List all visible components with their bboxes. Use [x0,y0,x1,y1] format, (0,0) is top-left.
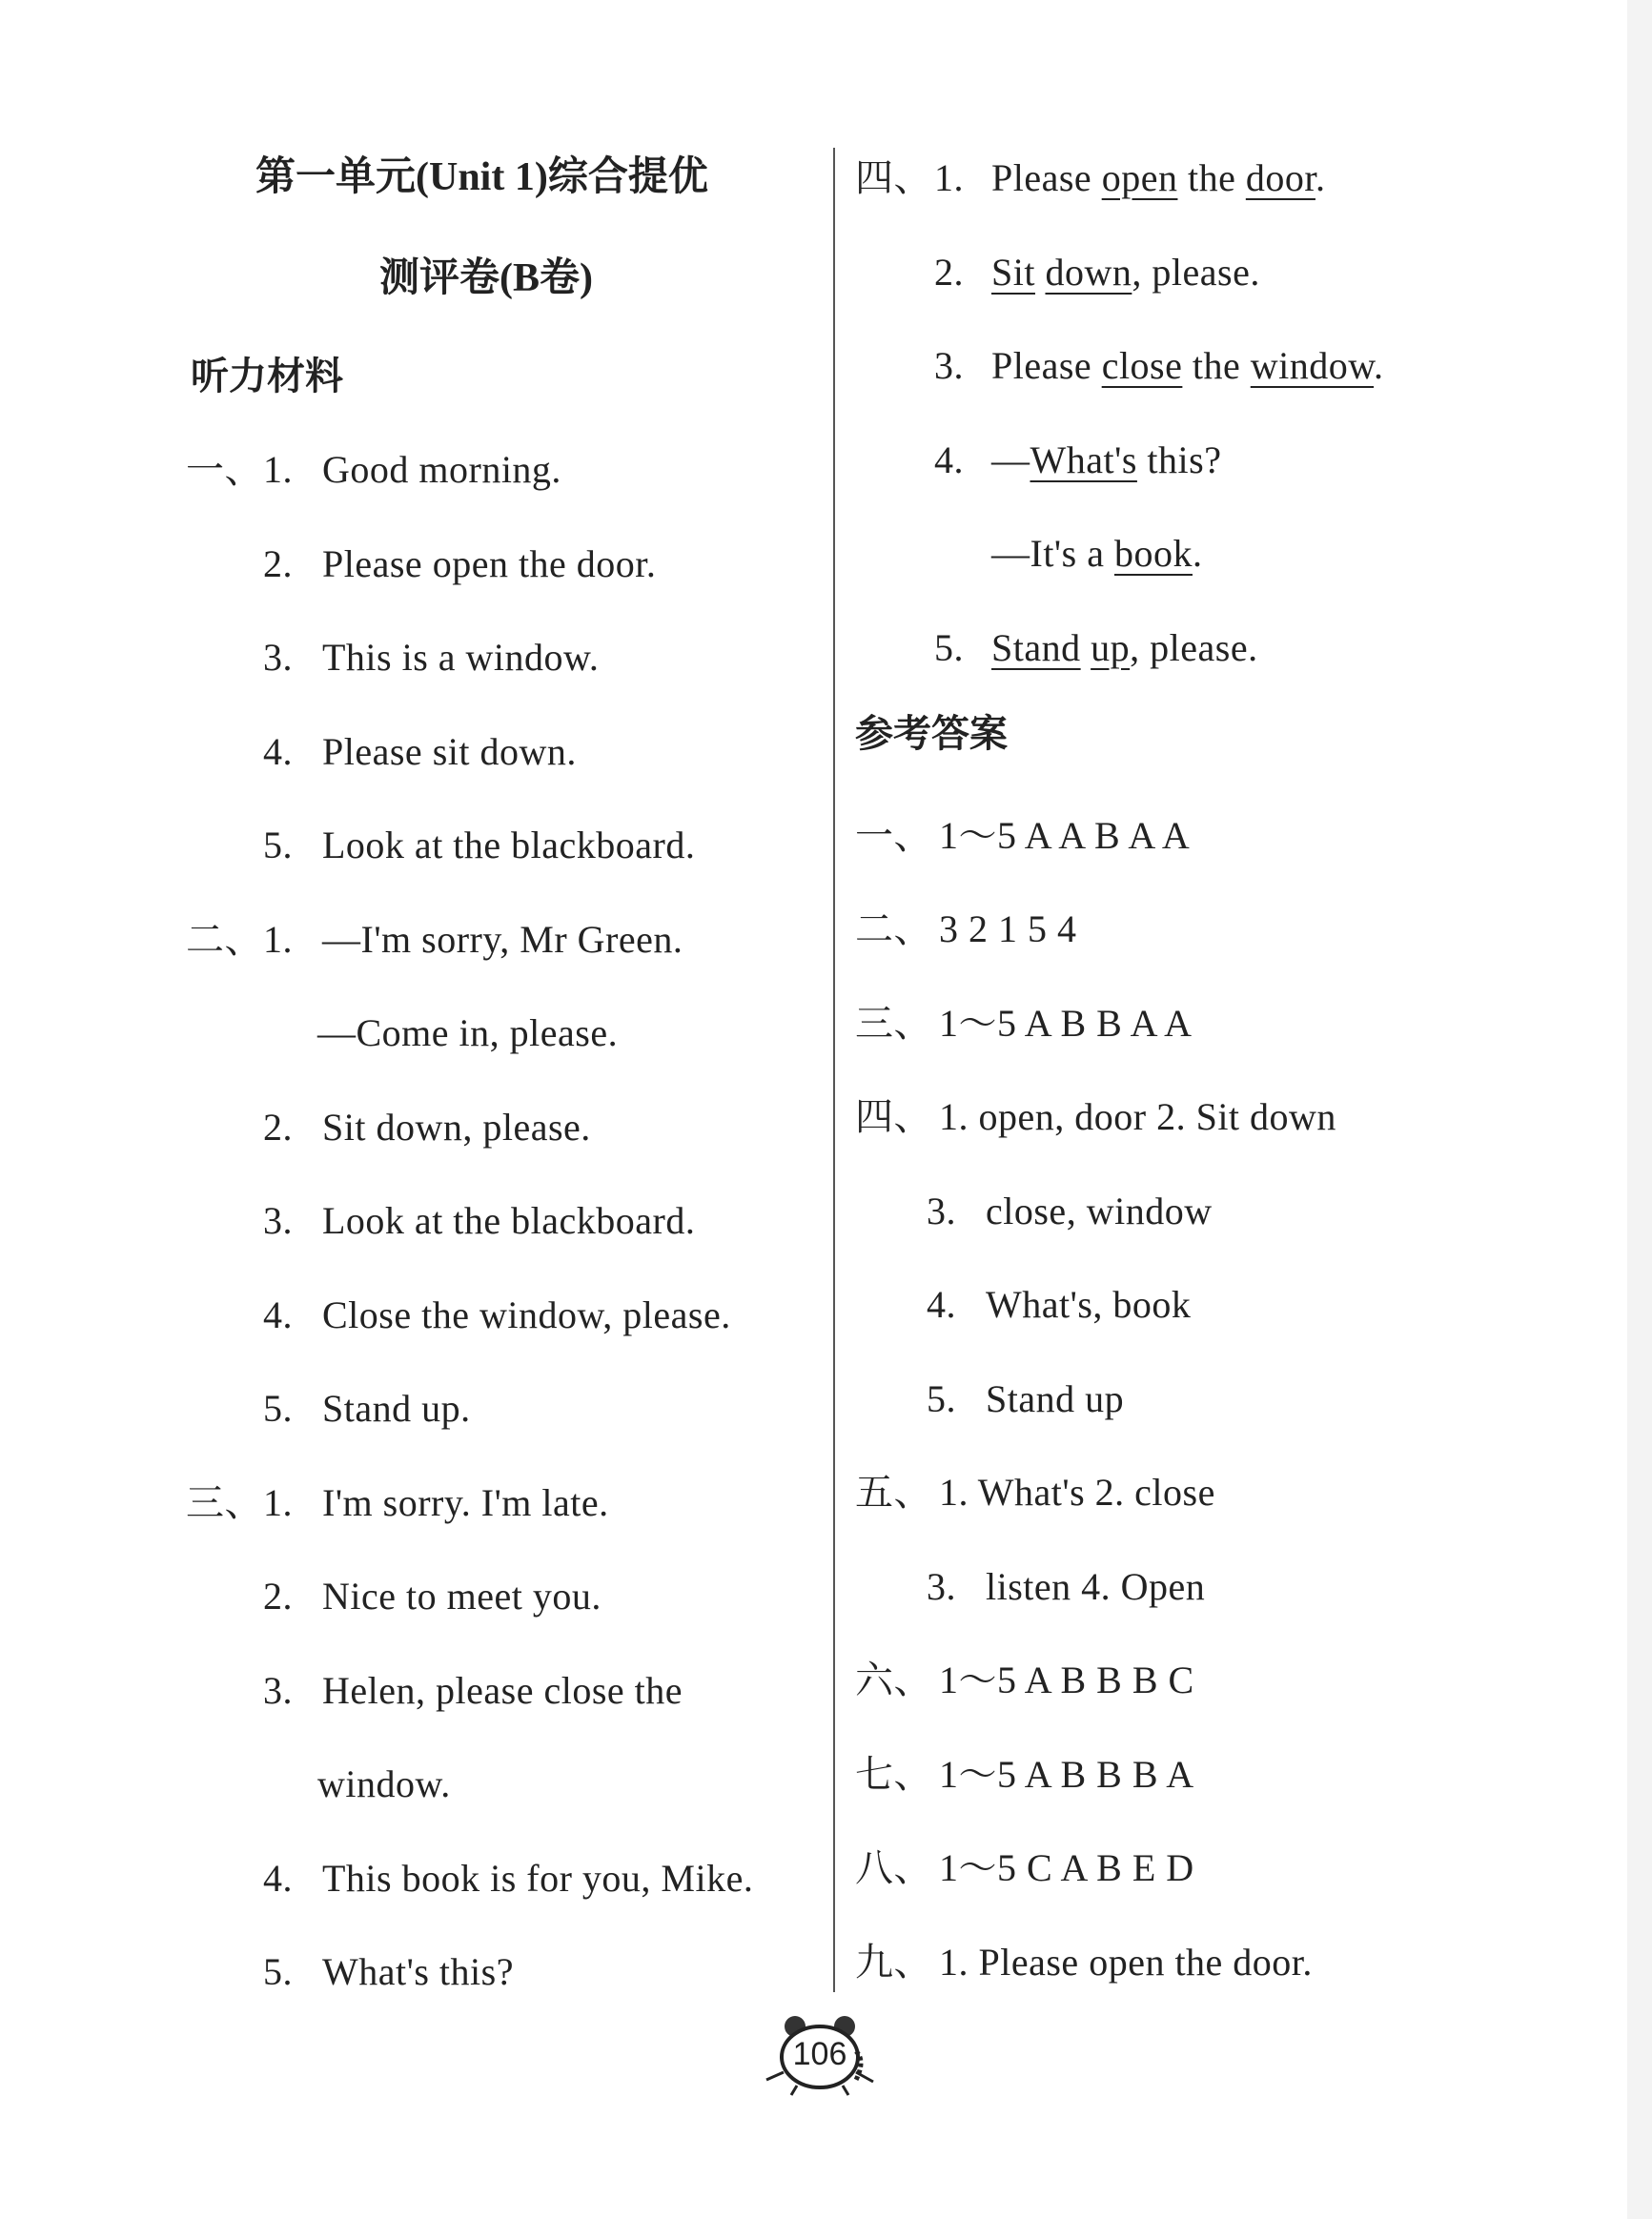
item-text [991,624,1258,672]
text-segment: the [1182,344,1251,387]
item-text [322,1479,609,1527]
item-number: 1. [263,1480,293,1524]
item-text [939,906,1077,953]
text-segment: —I'm sorry, Mr Green. [322,917,683,961]
item-text [991,342,1384,390]
text-segment: listen 4. Open [986,1564,1206,1608]
item-number: 4. [927,1283,956,1326]
text-segment [1081,626,1091,669]
item-text [986,1375,1124,1423]
column-divider [833,148,835,1992]
section-number: 三、 [186,1480,263,1524]
text-segment: Sit down, please. [322,1105,591,1149]
answer-underlined: window [1250,344,1375,387]
text-segment: Please [991,344,1102,387]
section-number: 一、 [855,813,932,857]
item-text [986,1563,1205,1611]
text-segment: I'm sorry. I'm late. [322,1480,609,1524]
item-text [986,1281,1191,1329]
listening-material-heading: 听力材料 [191,355,343,397]
answer-key-heading: 参考答案 [855,712,1008,755]
item-text [322,1667,683,1715]
answer-underlined: Stand [991,625,1081,669]
item-number: 5. [934,625,964,669]
text-segment [1035,251,1046,294]
item-number: 1. [263,917,293,961]
item-text [939,1000,1192,1048]
text-segment: . [1192,532,1203,575]
item-text [322,540,656,588]
item-text [322,1197,695,1245]
item-number: 3. [263,636,293,679]
item-text [322,446,561,494]
item-number: 2. [263,541,293,585]
text-segment: 1～5 C A B E D [939,1846,1194,1889]
text-segment: Look at the blackboard. [322,1199,696,1242]
item-text [322,1855,753,1903]
answer-underlined: up [1091,625,1131,669]
text-segment: close, window [986,1189,1213,1232]
text-segment: Nice to meet you. [322,1575,602,1618]
section-number: 九、 [855,1940,932,1984]
item-text [939,1093,1336,1141]
text-segment: 1～5 A B B A A [939,1001,1193,1045]
section-number: 六、 [855,1659,932,1701]
answer-underlined: down [1045,250,1132,294]
item-text [322,1385,471,1433]
text-segment: 1～5 A B B B A [939,1752,1194,1796]
text-segment: , please. [1130,625,1258,669]
text-segment: —Come in, please. [317,1011,619,1054]
section-number: 一、 [186,448,263,491]
item-text [317,1761,451,1808]
item-number: 3. [927,1189,956,1232]
item-text [322,822,695,869]
page-number-badge [763,2013,877,2101]
item-text [322,916,683,964]
item-number: 5. [263,1950,293,1993]
item-number: 2. [263,1575,293,1618]
title-line-2: 测评卷(B卷) [379,256,593,300]
answer-underlined: close [1101,344,1183,387]
section-number: 四、 [855,156,932,199]
answer-underlined: door [1245,156,1315,199]
text-segment: Stand up [986,1376,1125,1420]
text-segment: window. [317,1762,451,1805]
answer-underlined: open [1101,156,1178,199]
item-text [986,1188,1213,1235]
item-text [317,1009,618,1057]
text-segment: Please [991,156,1102,199]
item-number: 4. [934,438,964,481]
section-number: 二、 [855,907,932,950]
text-segment: 1. What's 2. close [939,1471,1215,1514]
text-segment: Look at the blackboard. [322,824,696,866]
item-text [939,812,1190,860]
item-number: 3. [927,1564,956,1608]
text-segment: What's, book [986,1283,1192,1326]
item-number: 4. [263,1856,293,1900]
item-text [322,1948,514,1996]
item-text [939,1657,1194,1704]
text-segment: , please. [1132,250,1260,294]
item-text [939,1469,1215,1517]
item-text [991,530,1202,578]
text-segment: This is a window. [322,636,600,679]
section-number: 七、 [855,1752,932,1796]
section-number: 三、 [855,1001,932,1045]
page-number: 106 [792,2036,847,2072]
item-text [991,437,1221,484]
item-number: 3. [263,1199,293,1242]
item-number: 1. [934,156,964,199]
answer-underlined: Sit [991,250,1035,294]
text-segment: 1. open, door 2. Sit down [939,1095,1336,1138]
text-segment: Stand up. [322,1387,471,1430]
item-number: 5. [927,1376,956,1420]
section-number: 二、 [186,917,263,961]
text-segment: Please open the door. [322,541,657,585]
item-number: 3. [263,1668,293,1712]
item-number: 3. [934,344,964,387]
text-segment: 1. Please open the door. [939,1940,1313,1984]
item-number: 4. [263,1293,293,1336]
text-segment: this? [1136,438,1222,481]
item-text [939,1751,1194,1799]
text-segment: 1～5 A A B A A [939,813,1191,857]
answer-underlined: What's [1030,438,1137,481]
text-segment: . [1374,344,1384,387]
item-text [322,1292,731,1339]
item-text [939,1844,1194,1892]
item-text [939,1939,1313,1986]
section-number: 五、 [855,1471,932,1514]
item-text [991,249,1260,296]
item-number: 2. [934,250,964,294]
item-text [322,634,599,682]
text-segment: — [991,438,1030,481]
section-number: 四、 [855,1095,932,1138]
page-edge [1627,0,1652,2219]
item-text [991,154,1325,202]
text-segment: Close the window, please. [322,1293,731,1336]
text-segment: —It's a [991,532,1114,575]
text-segment: the [1177,156,1246,199]
item-number: 5. [263,824,293,866]
text-segment: What's this? [322,1950,514,1993]
text-segment: Helen, please close the [322,1668,683,1712]
section-number: 八、 [855,1846,932,1889]
text-segment: 1～5 A B B B C [939,1659,1194,1701]
item-number: 2. [263,1105,293,1149]
text-segment: 3 2 1 5 4 [939,907,1077,950]
answer-underlined: book [1113,532,1193,575]
item-text [322,1573,602,1620]
item-text [322,1104,591,1151]
text-segment: . [1315,156,1326,199]
item-number: 5. [263,1387,293,1430]
item-number: 1. [263,448,293,491]
title-line-1: 第一单元(Unit 1)综合提优 [255,155,708,199]
item-number: 4. [263,729,293,773]
item-text [322,728,577,776]
text-segment: Good morning. [322,448,561,491]
text-segment: This book is for you, Mike. [322,1856,754,1900]
text-segment: Please sit down. [322,729,577,773]
